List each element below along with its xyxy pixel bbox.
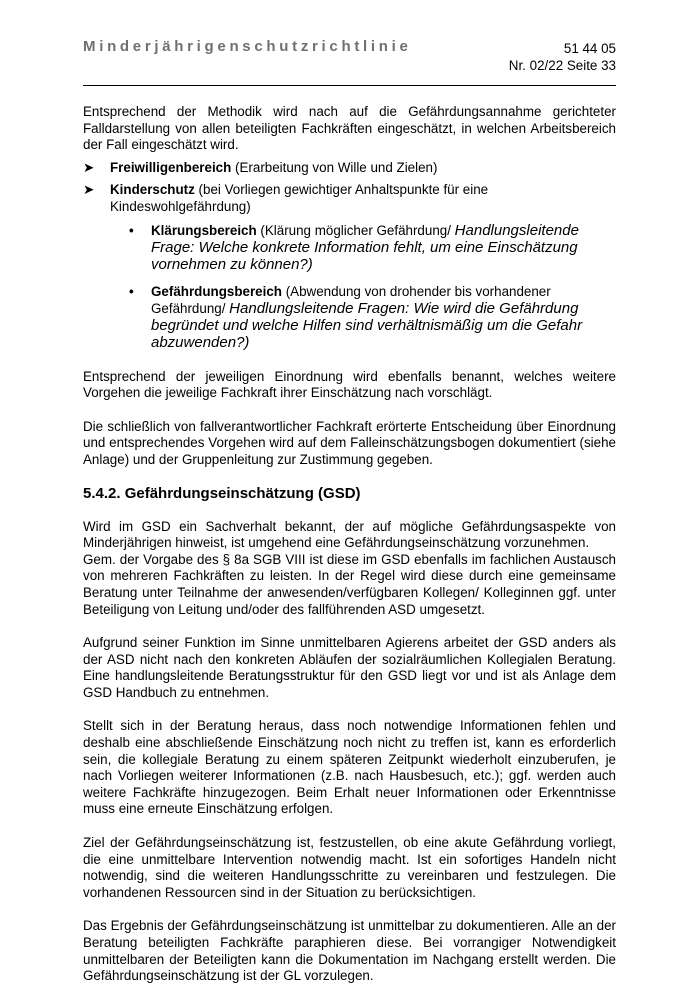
sub-item-text: (Klärung möglicher Gefährdung/ — [256, 222, 455, 238]
paragraph: Wird im GSD ein Sachverhalt bekannt, der auf mögliche Gefährdungsaspekte von Minderjährigen hinweist, ist umgehend eine Gefährdungseinschätzung vorzunehmen. — [83, 518, 616, 551]
paragraph: Aufgrund seiner Funktion im Sinne unmittelbaren Agierens arbeitet der GSD anders als der ASD nicht nach den konkreten Abläufen der sozialräumlichen Kollegialen Beratung. Eine handlungsleitende Beratungsstruktur für den GSD liegt vor und ist als Anlage dem GSD Handbuch zu entnehmen. — [83, 635, 616, 700]
intro-paragraph: Entsprechend der Methodik wird nach auf die Gefährdungsannahme gerichteter Falldarstellung von allen beteiligten Fachkräften eingeschätzt, in welchen Arbeitsbereich der Fall eingeschätzt wird. — [83, 104, 616, 153]
document-reference — [509, 40, 616, 74]
section-heading: 5.4.2. Gefährdungseinschätzung (GSD) — [83, 484, 361, 502]
arrow-bullet-icon: ➤ — [83, 159, 95, 175]
paragraph: Gem. der Vorgabe des § 8a SGB VIII ist diese im GSD ebenfalls im fachlichen Austausch von mehreren Fachkräften zu leisten. In der Regel wird diese durch eine gemeinsame Beratung unter Teilnahme der anwesenden/verfügbaren Kollegen/ Kolleginnen ggf. unter Beteiligung von Leitung und/oder des fallführenden ASD umgesetzt. — [83, 551, 616, 617]
page-reference: Nr. 02/22 Seite 33 — [508, 58, 616, 73]
bullet-dot-icon: • — [129, 222, 134, 238]
guiding-question: Handlungsleitende Fragen: Wie wird die Gefährdung begründet und welche Hilfen sind verhältnismäßig um die Gefahr abzuwenden?) — [151, 299, 583, 351]
paragraph: Ziel der Gefährdungseinschätzung ist, festzustellen, ob eine akute Gefährdung vorliegt, die eine unmittelbare Intervention notwendig macht. Ist ein sofortiges Handeln nicht notwendig, sind die weiteren Handlungsschritte zu vereinbaren und festzulegen. Die vorhandenen Ressourcen sind in der Situation zu berücksichtigen. — [83, 835, 616, 900]
bullet-dot-icon: • — [129, 283, 134, 299]
child-protection-sublist — [83, 222, 616, 351]
list-item-term: Freiwilligenbereich — [110, 159, 232, 175]
sub-item-term: Gefährdungsbereich — [151, 283, 282, 299]
sub-item-term: Klärungsbereich — [151, 222, 257, 238]
paragraph: Das Ergebnis der Gefährdungseinschätzung ist unmittelbar zu dokumentieren. Alle an der Beratung beteiligten Fachkräfte paraphieren diese. Bei vorrangiger Notwendigkeit unmittelbaren der Beteiligten kann die Dokumentation im Nachgang erstellt werden. Die Gefährdungseinschätzung ist der GL vorzulegen. — [83, 918, 616, 984]
list-item-text: (bei Vorliegen gewichtiger Anhaltspunkte für eine Kindeswohlgefährdung) — [110, 182, 489, 214]
guiding-question: Handlungsleitende Frage: Welche konkrete Information fehlt, um eine Einschätzung vornehmen zu können?) — [151, 221, 579, 273]
list-item — [83, 182, 616, 215]
list-item-text: (Erarbeitung von Wille und Zielen) — [231, 159, 438, 175]
document-series-title: Minderjährigenschutzrichtlinie — [83, 38, 412, 55]
paragraph: Die schließlich von fallverantwortlicher Fachkraft erörterte Entscheidung über Einordnung und entsprechendes Vorgehen wird auf dem Falleinschätzungsbogen dokumentiert (siehe Anlage) und der Gruppenleitung zur Zustimmung gegeben. — [83, 418, 616, 467]
header-divider — [83, 85, 616, 86]
paragraph: Stellt sich in der Beratung heraus, dass noch notwendige Informationen fehlen und deshalb eine abschließende Einschätzung noch nicht zu treffen ist, kann es erforderlich sein, die kollegiale Beratung zu einem späteren Zeitpunkt wiederholt einzuberufen, je nach Vorliegen weiterer Informationen (z.B. nach Hausbesuch, etc.); ggf. werden auch weitere Fachkräfte hinzugezogen. Beim Erhalt neuer Informationen oder Erkenntnisse muss eine erneute Einschätzung erfolgen. — [83, 718, 616, 817]
document-body — [83, 104, 616, 985]
arrow-bullet-icon: ➤ — [83, 182, 95, 198]
list-item — [83, 160, 616, 177]
sub-list-item — [83, 222, 616, 273]
sub-item-text: (Abwendung von drohender bis vorhandener Gefährdung/ — [151, 283, 551, 316]
list-item-term: Kinderschutz — [110, 182, 195, 198]
paragraph: Entsprechend der jeweiligen Einordnung wird ebenfalls benannt, welches weitere Vorgehen die jeweilige Fachkraft ihrer Einschätzung nach vorschlägt. — [83, 368, 616, 401]
work-area-list — [83, 160, 616, 216]
sub-list-item — [83, 283, 616, 351]
document-number: 51 44 05 — [563, 41, 616, 56]
